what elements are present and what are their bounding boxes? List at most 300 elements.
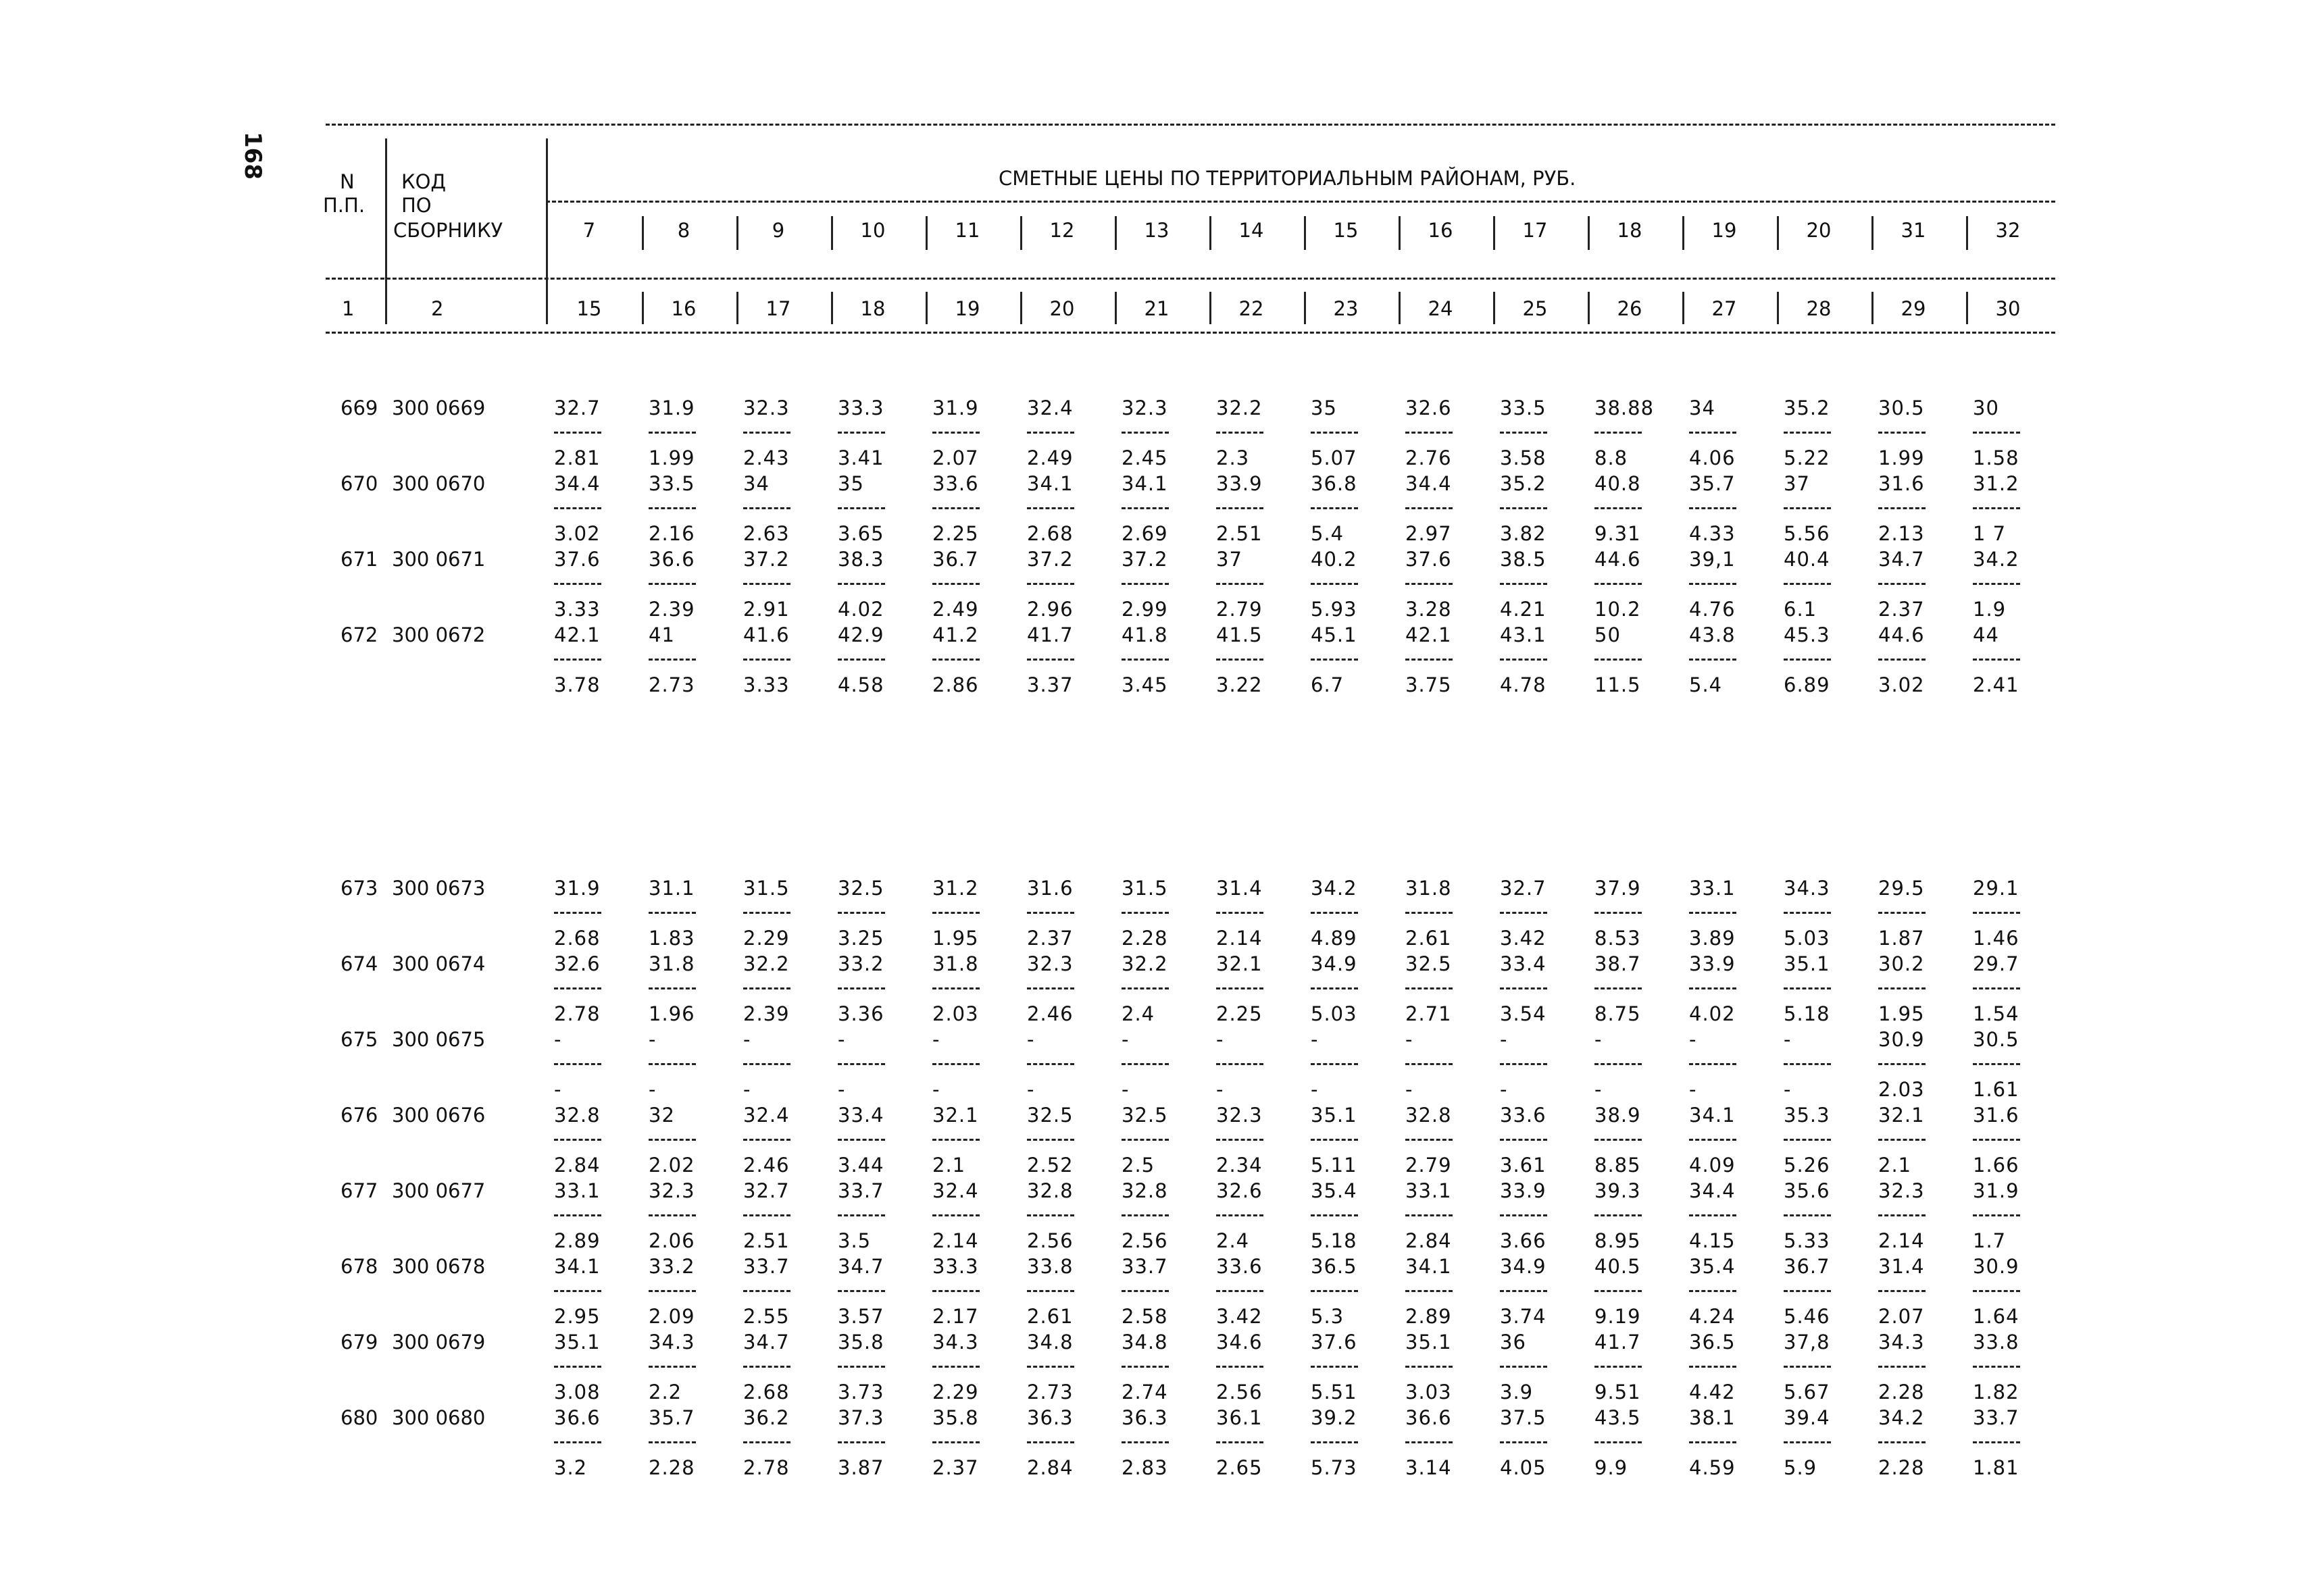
- price-ratio: 2.74: [1122, 1381, 1168, 1404]
- price-value: -: [1405, 1028, 1413, 1051]
- price-ratio: 1.9: [1973, 598, 2007, 621]
- region-code-11: 11: [955, 219, 980, 242]
- price-value: 41.6: [743, 623, 790, 646]
- price-ratio: 2.51: [743, 1229, 790, 1252]
- price-ratio: 4.02: [838, 598, 884, 621]
- price-ratio: 2.25: [932, 522, 979, 545]
- fraction-divider: [554, 1441, 601, 1443]
- fraction-divider: [1216, 507, 1263, 509]
- price-value: 35.8: [932, 1406, 979, 1429]
- price-value: 35.1: [554, 1331, 601, 1354]
- price-ratio: 2.89: [554, 1229, 601, 1252]
- price-value: -: [1122, 1028, 1130, 1051]
- region-code-18: 18: [1617, 219, 1642, 242]
- fraction-divider: [838, 1214, 885, 1216]
- fraction-divider: [932, 659, 980, 661]
- price-ratio: 2.39: [743, 1002, 790, 1025]
- price-ratio: 2.4: [1122, 1002, 1155, 1025]
- price-value: 29.5: [1878, 877, 1925, 900]
- price-ratio: 2.14: [932, 1229, 979, 1252]
- fraction-divider: [649, 912, 696, 914]
- fraction-divider: [1689, 1366, 1736, 1368]
- price-ratio: 2.84: [1027, 1456, 1074, 1479]
- price-ratio: 3.42: [1500, 927, 1546, 950]
- price-ratio: 2.81: [554, 446, 601, 469]
- fraction-divider: [1878, 1139, 1926, 1141]
- fraction-divider: [1027, 1214, 1074, 1216]
- price-value: 30: [1973, 396, 1999, 419]
- price-ratio: 3.61: [1500, 1154, 1546, 1177]
- fraction-divider: [554, 583, 601, 585]
- price-value: 37.6: [1311, 1331, 1357, 1354]
- price-ratio: -: [1122, 1078, 1130, 1101]
- collection-code: 300 0669: [392, 396, 486, 419]
- price-ratio: 2.91: [743, 598, 790, 621]
- price-ratio: 2.83: [1122, 1456, 1168, 1479]
- price-ratio: 3.54: [1500, 1002, 1546, 1025]
- fraction-divider: [1784, 432, 1831, 434]
- price-value: 44: [1973, 623, 1999, 646]
- price-value: 32.8: [554, 1104, 601, 1127]
- price-value: 33.3: [838, 396, 884, 419]
- price-value: -: [1311, 1028, 1319, 1051]
- price-ratio: 3.2: [554, 1456, 588, 1479]
- index-col-separator: [831, 292, 833, 324]
- price-ratio: 2.84: [554, 1154, 601, 1177]
- row-number: 675: [341, 1028, 378, 1051]
- header-col-separator: [1966, 216, 1968, 250]
- price-ratio: -: [1594, 1078, 1603, 1101]
- fraction-divider: [1878, 583, 1926, 585]
- row-number: 670: [341, 472, 378, 495]
- price-ratio: -: [554, 1078, 562, 1101]
- price-value: 35.4: [1311, 1179, 1357, 1202]
- collection-code: 300 0672: [392, 623, 486, 646]
- price-value: 30.9: [1878, 1028, 1925, 1051]
- price-value: 37.2: [1027, 548, 1074, 571]
- price-ratio: 1.96: [649, 1002, 695, 1025]
- price-ratio: 8.8: [1594, 446, 1628, 469]
- price-value: 42.9: [838, 623, 884, 646]
- price-value: 41.8: [1122, 623, 1168, 646]
- price-ratio: 2.28: [1122, 927, 1168, 950]
- price-value: 36.6: [649, 548, 695, 571]
- fraction-divider: [554, 1139, 601, 1141]
- index-col-separator: [926, 292, 928, 324]
- fraction-divider: [1594, 1214, 1642, 1216]
- fraction-divider: [1216, 912, 1263, 914]
- price-ratio: 3.08: [554, 1381, 601, 1404]
- price-value: 31.8: [1405, 877, 1452, 900]
- price-ratio: 2.2: [649, 1381, 682, 1404]
- price-ratio: 2.89: [1405, 1305, 1452, 1328]
- column-number: 30: [1995, 297, 2021, 320]
- price-value: 34.7: [1878, 548, 1925, 571]
- price-ratio: 2.41: [1973, 673, 2019, 696]
- price-value: 32.8: [1405, 1104, 1452, 1127]
- price-ratio: 2.84: [1405, 1229, 1452, 1252]
- fraction-divider: [1594, 1290, 1642, 1292]
- price-value: 30.5: [1973, 1028, 2019, 1051]
- price-value: 38.3: [838, 548, 884, 571]
- fraction-divider: [743, 1214, 790, 1216]
- price-value: -: [1784, 1028, 1792, 1051]
- price-value: -: [1594, 1028, 1603, 1051]
- header-index-2: 2: [431, 297, 444, 320]
- price-ratio: 1.46: [1973, 927, 2019, 950]
- header-col-separator: [926, 216, 928, 250]
- price-value: 38.9: [1594, 1104, 1641, 1127]
- price-ratio: 2.06: [649, 1229, 695, 1252]
- price-ratio: 3.36: [838, 1002, 884, 1025]
- price-value: -: [1216, 1028, 1224, 1051]
- price-ratio: 5.93: [1311, 598, 1357, 621]
- price-value: 32.3: [649, 1179, 695, 1202]
- price-value: 31.1: [649, 877, 695, 900]
- fraction-divider: [1122, 432, 1169, 434]
- fraction-divider: [1311, 1441, 1358, 1443]
- header-collection-label: СБОРНИКУ: [393, 219, 503, 242]
- price-value: -: [743, 1028, 751, 1051]
- price-ratio: 2.14: [1878, 1229, 1925, 1252]
- price-value: 33.8: [1973, 1331, 2019, 1354]
- fraction-divider: [1311, 507, 1358, 509]
- price-value: 34.4: [1405, 472, 1452, 495]
- header-sep-rule: [326, 278, 2055, 280]
- price-value: 31.8: [649, 952, 695, 975]
- price-ratio: 2.4: [1216, 1229, 1250, 1252]
- price-ratio: 8.75: [1594, 1002, 1641, 1025]
- price-value: 41: [649, 623, 675, 646]
- price-ratio: 5.18: [1784, 1002, 1830, 1025]
- price-ratio: 6.7: [1311, 673, 1344, 696]
- price-value: 38.1: [1689, 1406, 1736, 1429]
- price-ratio: 1.66: [1973, 1154, 2019, 1177]
- fraction-divider: [1689, 659, 1736, 661]
- fraction-divider: [1973, 912, 2020, 914]
- fraction-divider: [649, 507, 696, 509]
- index-col-separator: [1304, 292, 1306, 324]
- price-ratio: 4.05: [1500, 1456, 1546, 1479]
- price-ratio: 1.81: [1973, 1456, 2019, 1479]
- price-ratio: 2.58: [1122, 1305, 1168, 1328]
- fraction-divider: [1405, 1441, 1453, 1443]
- price-value: 32.4: [743, 1104, 790, 1127]
- price-value: 33.1: [554, 1179, 601, 1202]
- price-value: 33.2: [838, 952, 884, 975]
- price-ratio: 2.07: [932, 446, 979, 469]
- price-ratio: 1.99: [1878, 446, 1925, 469]
- region-code-12: 12: [1049, 219, 1075, 242]
- price-value: 34.1: [1405, 1255, 1452, 1278]
- collection-code: 300 0680: [392, 1406, 486, 1429]
- fraction-divider: [1216, 1441, 1263, 1443]
- fraction-divider: [838, 583, 885, 585]
- price-ratio: 2.39: [649, 598, 695, 621]
- price-ratio: 8.53: [1594, 927, 1641, 950]
- fraction-divider: [1500, 659, 1547, 661]
- fraction-divider: [1405, 659, 1453, 661]
- price-value: 31.4: [1216, 877, 1263, 900]
- index-col-separator: [1115, 292, 1117, 324]
- price-value: 50: [1594, 623, 1621, 646]
- price-ratio: 1.64: [1973, 1305, 2019, 1328]
- fraction-divider: [554, 987, 601, 989]
- fraction-divider: [1027, 659, 1074, 661]
- price-value: 34.6: [1216, 1331, 1263, 1354]
- price-value: 33.7: [1973, 1406, 2019, 1429]
- price-value: 33.7: [743, 1255, 790, 1278]
- price-ratio: 5.67: [1784, 1381, 1830, 1404]
- fraction-divider: [554, 1290, 601, 1292]
- fraction-divider: [649, 1441, 696, 1443]
- fraction-divider: [932, 1214, 980, 1216]
- price-ratio: 1.61: [1973, 1078, 2019, 1101]
- row-number: 669: [341, 396, 378, 419]
- fraction-divider: [1311, 659, 1358, 661]
- fraction-divider: [1311, 1290, 1358, 1292]
- fraction-divider: [1027, 1063, 1074, 1065]
- fraction-divider: [743, 1063, 790, 1065]
- price-ratio: 2.86: [932, 673, 979, 696]
- fraction-divider: [1784, 1290, 1831, 1292]
- fraction-divider: [1216, 1290, 1263, 1292]
- fraction-divider: [838, 1366, 885, 1368]
- fraction-divider: [1784, 1063, 1831, 1065]
- price-ratio: 9.51: [1594, 1381, 1641, 1404]
- price-value: 34.1: [1122, 472, 1168, 495]
- index-col-separator: [736, 292, 738, 324]
- fraction-divider: [1878, 912, 1926, 914]
- price-value: 34.4: [1689, 1179, 1736, 1202]
- region-code-20: 20: [1806, 219, 1832, 242]
- price-ratio: 2.65: [1216, 1456, 1263, 1479]
- price-value: 36.6: [1405, 1406, 1452, 1429]
- fraction-divider: [1500, 987, 1547, 989]
- price-value: 39,1: [1689, 548, 1736, 571]
- fraction-divider: [1311, 1214, 1358, 1216]
- fraction-divider: [1027, 1139, 1074, 1141]
- fraction-divider: [743, 1366, 790, 1368]
- fraction-divider: [838, 507, 885, 509]
- header-col-separator: [1115, 216, 1117, 250]
- price-ratio: 2.28: [1878, 1456, 1925, 1479]
- index-col-separator: [1777, 292, 1779, 324]
- fraction-divider: [1784, 659, 1831, 661]
- price-ratio: 3.02: [554, 522, 601, 545]
- price-ratio: 2.25: [1216, 1002, 1263, 1025]
- price-value: 36: [1500, 1331, 1526, 1354]
- header-pp-label: П.П.: [323, 194, 366, 217]
- price-ratio: 2.78: [554, 1002, 601, 1025]
- price-value: 34.2: [1311, 877, 1357, 900]
- index-col-separator: [1020, 292, 1022, 324]
- fraction-divider: [1973, 1366, 2020, 1368]
- price-ratio: 9.31: [1594, 522, 1641, 545]
- price-ratio: 3.03: [1405, 1381, 1452, 1404]
- price-value: 41.7: [1594, 1331, 1641, 1354]
- fraction-divider: [1027, 987, 1074, 989]
- price-ratio: 2.78: [743, 1456, 790, 1479]
- price-ratio: 2.49: [932, 598, 979, 621]
- price-value: 34.9: [1311, 952, 1357, 975]
- price-value: 42.1: [1405, 623, 1452, 646]
- price-ratio: 5.73: [1311, 1456, 1357, 1479]
- header-index-1: 1: [342, 297, 355, 320]
- index-col-separator: [1209, 292, 1211, 324]
- fraction-divider: [1973, 1063, 2020, 1065]
- index-col-separator: [1588, 292, 1590, 324]
- price-value: 32.5: [1405, 952, 1452, 975]
- price-ratio: 2.55: [743, 1305, 790, 1328]
- price-value: 34: [743, 472, 770, 495]
- fraction-divider: [1594, 583, 1642, 585]
- fraction-divider: [554, 1063, 601, 1065]
- fraction-divider: [1500, 1139, 1547, 1141]
- collection-code: 300 0677: [392, 1179, 486, 1202]
- price-ratio: 2.71: [1405, 1002, 1452, 1025]
- fraction-divider: [649, 1063, 696, 1065]
- header-col-separator: [1588, 216, 1590, 250]
- price-ratio: 9.19: [1594, 1305, 1641, 1328]
- fraction-divider: [1784, 1139, 1831, 1141]
- fraction-divider: [1311, 1063, 1358, 1065]
- price-value: 29.1: [1973, 877, 2019, 900]
- price-ratio: 3.33: [743, 673, 790, 696]
- price-ratio: 4.15: [1689, 1229, 1736, 1252]
- fraction-divider: [1027, 1441, 1074, 1443]
- fraction-divider: [1878, 987, 1926, 989]
- fraction-divider: [1689, 987, 1736, 989]
- index-col-separator: [1682, 292, 1684, 324]
- index-col-separator: [1871, 292, 1873, 324]
- price-ratio: 2.46: [1027, 1002, 1074, 1025]
- price-value: 36.1: [1216, 1406, 1263, 1429]
- price-value: 32.7: [1500, 877, 1546, 900]
- fraction-divider: [743, 1441, 790, 1443]
- price-ratio: 1.95: [1878, 1002, 1925, 1025]
- price-ratio: 2.63: [743, 522, 790, 545]
- fraction-divider: [1405, 583, 1453, 585]
- price-ratio: 2.09: [649, 1305, 695, 1328]
- price-value: 36.2: [743, 1406, 790, 1429]
- column-number: 18: [860, 297, 886, 320]
- price-value: 34.2: [1973, 548, 2019, 571]
- header-col-separator: [1209, 216, 1211, 250]
- fraction-divider: [743, 507, 790, 509]
- price-value: 36.5: [1689, 1331, 1736, 1354]
- price-value: 32.7: [743, 1179, 790, 1202]
- fraction-divider: [554, 432, 601, 434]
- fraction-divider: [1405, 987, 1453, 989]
- price-value: 44.6: [1878, 623, 1925, 646]
- price-value: 31.9: [649, 396, 695, 419]
- price-value: 37: [1784, 472, 1810, 495]
- price-ratio: 4.78: [1500, 673, 1546, 696]
- price-ratio: 3.02: [1878, 673, 1925, 696]
- region-code-14: 14: [1238, 219, 1264, 242]
- price-value: 32.5: [1027, 1104, 1074, 1127]
- fraction-divider: [1878, 1441, 1926, 1443]
- price-value: 34.3: [932, 1331, 979, 1354]
- fraction-divider: [1973, 1139, 2020, 1141]
- price-ratio: 4.06: [1689, 446, 1736, 469]
- fraction-divider: [1594, 1063, 1642, 1065]
- fraction-divider: [932, 507, 980, 509]
- fraction-divider: [932, 583, 980, 585]
- fraction-divider: [1784, 507, 1831, 509]
- price-value: 43.8: [1689, 623, 1736, 646]
- fraction-divider: [1689, 1290, 1736, 1292]
- price-ratio: -: [743, 1078, 751, 1101]
- price-ratio: 3.75: [1405, 673, 1452, 696]
- fraction-divider: [1122, 583, 1169, 585]
- price-value: 34.8: [1122, 1331, 1168, 1354]
- price-value: 37.9: [1594, 877, 1641, 900]
- price-value: 33.1: [1689, 877, 1736, 900]
- price-ratio: 2.28: [1878, 1381, 1925, 1404]
- fraction-divider: [1594, 659, 1642, 661]
- collection-code: 300 0674: [392, 952, 486, 975]
- fraction-divider: [1973, 1290, 2020, 1292]
- price-ratio: 4.24: [1689, 1305, 1736, 1328]
- fraction-divider: [1878, 1063, 1926, 1065]
- price-ratio: -: [1311, 1078, 1319, 1101]
- price-ratio: 1.99: [649, 446, 695, 469]
- price-value: 35.6: [1784, 1179, 1830, 1202]
- price-value: 33.7: [838, 1179, 884, 1202]
- header-po-label: ПО: [401, 194, 432, 217]
- header-col-separator: [1304, 216, 1306, 250]
- price-value: 32.1: [932, 1104, 979, 1127]
- price-value: 45.1: [1311, 623, 1357, 646]
- region-code-31: 31: [1901, 219, 1926, 242]
- fraction-divider: [1973, 987, 2020, 989]
- price-value: 37.2: [1122, 548, 1168, 571]
- price-ratio: 4.02: [1689, 1002, 1736, 1025]
- fraction-divider: [743, 583, 790, 585]
- fraction-divider: [1689, 583, 1736, 585]
- price-ratio: 2.49: [1027, 446, 1074, 469]
- fraction-divider: [649, 987, 696, 989]
- fraction-divider: [932, 912, 980, 914]
- fraction-divider: [743, 1139, 790, 1141]
- price-value: 33.8: [1027, 1255, 1074, 1278]
- fraction-divider: [1311, 583, 1358, 585]
- price-ratio: 2.73: [1027, 1381, 1074, 1404]
- price-value: 31.8: [932, 952, 979, 975]
- price-value: 32.4: [1027, 396, 1074, 419]
- fraction-divider: [1500, 1366, 1547, 1368]
- price-ratio: 5.26: [1784, 1154, 1830, 1177]
- region-code-19: 19: [1711, 219, 1737, 242]
- fraction-divider: [554, 1214, 601, 1216]
- price-ratio: 2.61: [1405, 927, 1452, 950]
- fraction-divider: [838, 659, 885, 661]
- price-ratio: 5.33: [1784, 1229, 1830, 1252]
- fraction-divider: [1216, 1214, 1263, 1216]
- price-value: 31.9: [1973, 1179, 2019, 1202]
- price-value: 35: [838, 472, 864, 495]
- row-number: 680: [341, 1406, 378, 1429]
- fraction-divider: [649, 1290, 696, 1292]
- price-ratio: 4.33: [1689, 522, 1736, 545]
- price-ratio: 3.58: [1500, 446, 1546, 469]
- price-ratio: 2.99: [1122, 598, 1168, 621]
- column-number: 21: [1144, 297, 1169, 320]
- fraction-divider: [838, 1139, 885, 1141]
- price-value: 33.6: [1216, 1255, 1263, 1278]
